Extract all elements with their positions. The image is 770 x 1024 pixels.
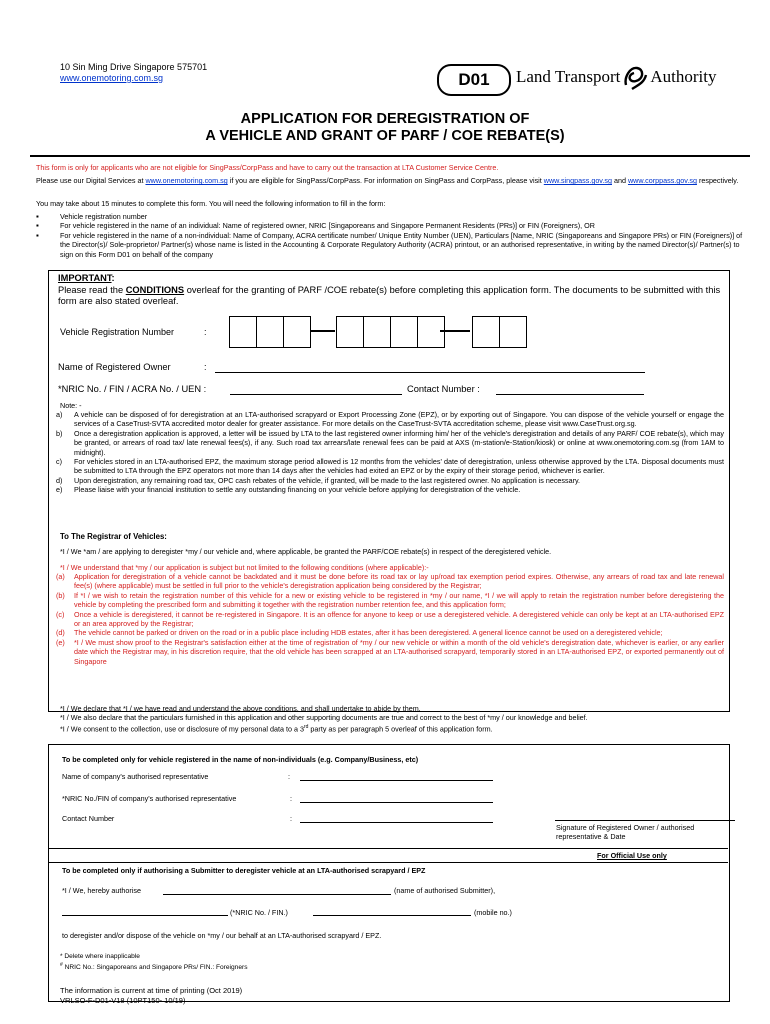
vehicle-reg-char-box[interactable] <box>283 316 311 348</box>
time-estimate-note: You may take about 15 minutes to complete this form. You will need the following information to fill in the form: <box>36 199 386 208</box>
vehicle-reg-char-box[interactable] <box>363 316 391 348</box>
official-use-heading: For Official Use only <box>597 851 667 860</box>
section-divider <box>48 848 728 849</box>
vehicle-reg-colon: : <box>204 327 207 337</box>
required-info-item: ▪ Vehicle registration number <box>36 212 748 221</box>
notes-list <box>42 410 724 495</box>
corppass-link[interactable]: www.corppass.gov.sg <box>627 176 697 185</box>
and-text: and <box>613 176 626 185</box>
note-item <box>42 457 724 476</box>
signature-field[interactable] <box>555 820 735 821</box>
nric-field[interactable] <box>230 394 402 395</box>
consent-sup: rd <box>303 723 309 730</box>
vehicle-reg-char-box[interactable] <box>336 316 364 348</box>
note-item-label: c) <box>56 457 62 467</box>
vehicle-reg-char-box[interactable] <box>229 316 257 348</box>
important-text-2: overleaf for the granting of PARF /COE rebate(s) before completing this application form. The documents to be submitted with this form are also stated overleaf. <box>58 284 721 306</box>
condition-item <box>42 638 724 666</box>
digital-services-text: Please use our Digital Services at <box>36 176 144 185</box>
submitter-mobile-label: (mobile no.) <box>474 908 512 917</box>
registered-owner-field[interactable] <box>215 372 645 373</box>
vehicle-reg-input-group-1[interactable] <box>229 316 310 348</box>
company-rep-name-label: Name of company's authorised representative <box>62 772 209 781</box>
condition-item <box>42 610 724 629</box>
declaration-consent <box>60 723 720 734</box>
note-item-text: Upon deregistration, any remaining road tax, OPC cash rebates of the vehicle, if granted, will be made to the last registered owner. No application is necessary. <box>74 475 581 485</box>
singpass-link[interactable]: www.singpass.gov.sg <box>543 176 612 185</box>
registrar-application-text: *I / We *am / are applying to deregister *my / our vehicle and, where applicable, be granted the PARF/COE rebate(s) in respect of the deregistered vehicle. <box>60 547 552 556</box>
declaration-read: *I / We declare that *I / we have read and understand the above conditions, and shall undertake to abide by them. <box>60 704 421 713</box>
note-item <box>42 429 724 457</box>
note-item-label: b) <box>56 428 63 438</box>
submitter-name-label: (name of authorised Submitter), <box>394 886 496 895</box>
important-heading: IMPORTANT <box>58 273 112 283</box>
condition-item-text: Once a vehicle is deregistered, it cannot be re-registered in Singapore. It is an offence for anyone to keep or use a deregistered vehicle. A deregistered vehicle can only be kept at an LTA-authorised EPZ or an area approved by the Registrar; <box>74 609 724 629</box>
contact-number-field[interactable] <box>496 394 644 395</box>
vehicle-reg-char-box[interactable] <box>390 316 418 348</box>
registered-owner-colon: : <box>204 362 207 372</box>
note-item-label: e) <box>56 485 63 495</box>
vehicle-reg-char-box[interactable] <box>472 316 500 348</box>
condition-item-text: Application for deregistration of a vehicle cannot be backdated and it must be done before its road tax or lay up/road tax exemption period expires. Otherwise, any arrears of road tax and late renewal fee(s) (where applicable) must be settled in full prior to the vehicle's deregistration application being considered by the Registrar; <box>74 572 724 591</box>
submitter-name-field[interactable] <box>163 894 391 895</box>
note-item-label: a) <box>56 410 63 419</box>
note-item-text: A vehicle can be disposed of for deregistration at an LTA-authorised scrapyard or Export Processing Zone (EPZ), or by exporting out of Singapore. You can dispose of the vehicle yourself or engage the services of a CaseTrust-SVTA accredited motor dealer for greater assistance. For more details on the CaseTrust-SVTA accreditation scheme, please visit www.CaseTrust.org.sg. <box>74 410 724 429</box>
condition-item <box>42 572 724 591</box>
declaration-true: *I / We also declare that the particulars furnished in this application and other supporting documents are true and correct to the best of *my / our knowledge and belief. <box>60 713 588 723</box>
lta-knot-icon <box>622 63 648 91</box>
vehicle-reg-label: Vehicle Registration Number <box>60 327 175 337</box>
registered-owner-label: Name of Registered Owner <box>58 362 171 372</box>
conditions-link: CONDITIONS <box>125 284 185 295</box>
condition-item-label: (e) <box>56 637 65 647</box>
condition-item-text: *I / We must show proof to the Registrar's satisfaction either at the time of registration of *my / our new vehicle or within a month of the old vehicle's deregistration date, whichever is earlier, or any earlier date which the Registrar may, in his discretion require, that the old vehicle has been scrapped at an LTA-authorised scrapyard, temporarily stored in an LTA-authorised EPZ, or exported permanently out of Singapore <box>74 637 724 666</box>
dash-separator <box>440 330 470 332</box>
dispose-text: to deregister and/or dispose of the vehicle on *my / our behalf at an LTA-authorised scrapyard / EPZ. <box>62 931 382 940</box>
vehicle-reg-char-box[interactable] <box>417 316 445 348</box>
singpass-eligibility-note: This form is only for applicants who are not eligible for SingPass/CorpPass and have to carry out the transaction at LTA Customer Service Centre. <box>36 163 499 172</box>
lta-address: 10 Sin Ming Drive Singapore 575701 <box>60 62 208 72</box>
company-contact-field[interactable] <box>300 822 493 823</box>
colon: : <box>290 794 292 803</box>
important-notice <box>58 273 723 308</box>
colon: : <box>288 772 290 781</box>
form-title-line-2: A VEHICLE AND GRANT OF PARF / COE REBATE(S) <box>205 128 565 144</box>
respectively-text: respectively. <box>698 176 739 185</box>
company-rep-nric-label: *NRIC No./FIN of company's authorised representative <box>62 794 237 803</box>
conditions-intro: *I / We understand that *my / our application is subject but not limited to the following conditions (where applicable):- <box>60 563 429 572</box>
condition-item-label: (a) <box>56 572 65 581</box>
dash-separator <box>310 330 335 332</box>
submitter-heading: To be completed only if authorising a Submitter to deregister vehicle at an LTA-authorised scrapyard / EPZ <box>62 866 426 875</box>
important-colon: : <box>111 273 115 283</box>
title-divider <box>30 155 750 157</box>
vehicle-reg-input-group-2[interactable] <box>336 316 444 348</box>
non-individual-heading: To be completed only for vehicle registered in the name of non-individuals (e.g. Company/Business, etc) <box>62 755 419 764</box>
condition-item-label: (b) <box>56 590 65 600</box>
required-info-list <box>36 212 748 259</box>
submitter-nric-label: (*NRIC No. / FIN.) <box>230 908 288 917</box>
form-title-line-1: APPLICATION FOR DEREGISTRATION OF <box>240 111 530 127</box>
section-divider <box>48 862 728 863</box>
lta-logo <box>516 62 731 92</box>
nric-label: *NRIC No. / FIN / ACRA No. / UEN : <box>58 384 207 394</box>
digital-services-text-2: if you are eligible for SingPass/CorpPass. For information on SingPass and CorpPass, please visit <box>229 176 542 185</box>
condition-item-label: (d) <box>56 628 65 638</box>
logo-text-left: Land Transport <box>516 67 621 86</box>
digital-services-note <box>36 176 748 185</box>
note-item-text: Once a deregistration application is approved, a letter will be issued by LTA to the last registered owner informing him/ her of the vehicle's deregistration and details of any PARF/ COE rebate(s), which may be granted, or arrears of road tax/ late renewal fees(s), if any. Such road tax arrears/late renewal fees can be paid at AXS (m-station/e-Station/kiosk) or online at www.onemotoring.com.sg (from 1AM to midnight). <box>74 428 724 457</box>
consent-text: *I / We consent to the collection, use or disclosure of my personal data to a 3 <box>60 724 304 734</box>
footnote-nric-text: NRIC No.: Singaporeans and Singapore PRs/ FIN.: Foreigners <box>62 964 248 972</box>
digital-services-link[interactable]: www.onemotoring.com.sg <box>145 176 228 185</box>
footnote-nric-sup: # <box>60 962 63 968</box>
note-item-text: Please liaise with your financial institution to settle any outstanding financing on your vehicle before applying for deregistration of the vehicle. <box>74 485 521 495</box>
note-item <box>42 410 724 429</box>
note-item-text: For vehicles stored in an LTA-authorised EPZ, the maximum storage period allowed is 12 months from the vehicles' date of deregistration, unless otherwise approved by the LTA. Disposal documents must be submitted to LTA through the EPZ operators not more than 14 days after the vehicles had exited an EPZ or by the expiry of their storage period, whichever is earlier. <box>74 457 724 476</box>
vehicle-reg-char-box[interactable] <box>256 316 284 348</box>
company-contact-label: Contact Number <box>62 814 115 823</box>
signature-label: Signature of Registered Owner / authorised representative & Date <box>556 823 695 842</box>
footnotes <box>60 952 248 972</box>
onemotoring-link[interactable]: www.onemotoring.com.sg <box>60 73 164 83</box>
consent-text-2: party as per paragraph 5 overleaf of this application form. <box>308 724 493 734</box>
condition-item-text: If *I / we wish to retain the registration number of this vehicle for a new or existing vehicle to be registered in *my / our name, *I / we will apply to retain the registration number before deregistering the vehicle by completing the prescribed form and submitting it together with the registration number retention fee, and this application form; <box>74 590 724 610</box>
conditions-list <box>42 572 724 666</box>
note-item-label: d) <box>56 475 63 485</box>
vehicle-reg-input-group-3[interactable] <box>472 316 526 348</box>
note-item <box>42 485 724 494</box>
note-label: Note: - <box>60 401 82 410</box>
declarations <box>60 704 720 734</box>
condition-item-label: (c) <box>56 609 65 619</box>
contact-number-label: Contact Number : <box>407 384 480 394</box>
required-info-item: ▪ For vehicle registered in the name of a non-individual: Name of Company, ACRA certificate number/ Unique Entity Number (UEN), Particulars [Name, NRIC (Singaporeans and Singapore PRs) or FIN (Foreigners)] of the Director(s)/ Sole-proprietor/ Partner(s) whose name is listed in the Accounting & Corporate Regulatory Authority (ACRA) printout, or an authorised representative, in writing by the named Director(s)/ Partner(s) to sign on this Form D01 on behalf of the company <box>36 231 748 259</box>
condition-item-text: The vehicle cannot be parked or driven on the road or in a public place including HDB estates, after it has been deregistered. A general licence cannot be used on a deregistered vehicle; <box>74 628 663 638</box>
footer <box>60 986 242 1005</box>
submitter-mobile-field[interactable] <box>313 915 471 916</box>
logo-text-right: Authority <box>650 67 717 86</box>
condition-item <box>42 591 724 610</box>
form-code-badge: D01 <box>437 64 511 96</box>
company-rep-name-field[interactable] <box>300 780 493 781</box>
authorise-label: *I / We, hereby authorise <box>62 886 141 895</box>
footnote-delete: * Delete where inapplicable <box>60 953 140 960</box>
colon: : <box>290 814 292 823</box>
condition-item <box>42 628 724 637</box>
vehicle-reg-char-box[interactable] <box>499 316 527 348</box>
footer-form-code: VRLSO-F-D01-V18 (10PT150- 10/19) <box>60 995 186 1005</box>
footnote-nric <box>60 961 248 972</box>
important-text: Please read the <box>58 284 124 295</box>
header-address-block <box>60 62 207 84</box>
footer-current-note: The information is current at time of printing (Oct 2019) <box>60 986 243 995</box>
note-item <box>42 476 724 485</box>
submitter-nric-field[interactable] <box>62 915 228 916</box>
required-info-item: ▪ For vehicle registered in the name of an individual: Name of registered owner, NRIC [Singaporeans and Singapore Permanent Residents (PRs)] or FIN (Foreigners), OR <box>36 221 748 230</box>
registrar-heading: To The Registrar of Vehicles: <box>60 532 167 541</box>
company-rep-nric-field[interactable] <box>300 802 493 803</box>
